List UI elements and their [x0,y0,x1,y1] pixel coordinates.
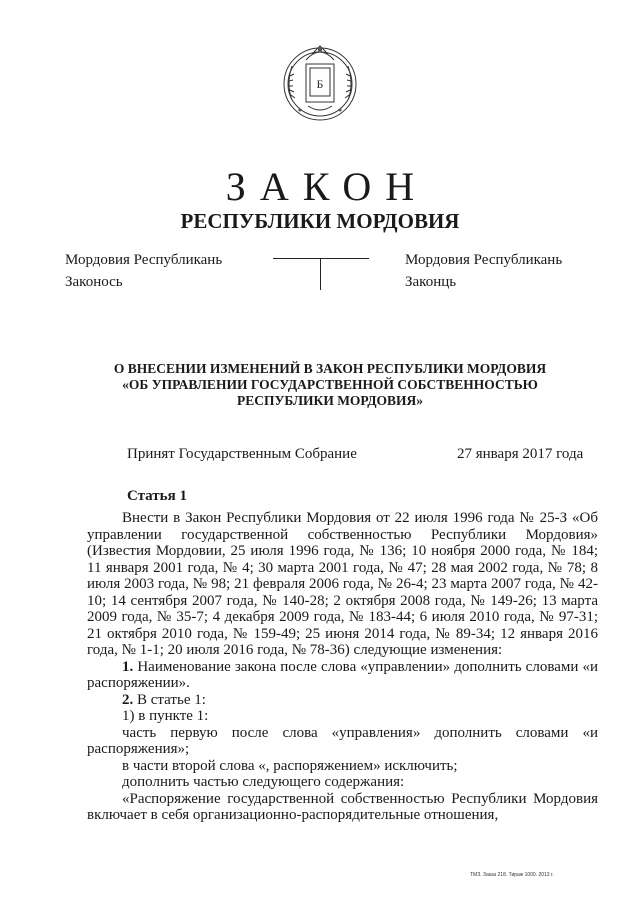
document-heading [80,361,580,409]
adopted-date: 27 января 2017 года [457,446,584,462]
article-body [87,510,598,824]
item-1-number: 1. [122,658,134,675]
header-right-line2: Законць [405,274,457,290]
header-left-line1: Мордовия Республикань [65,252,223,268]
document-heading-line3: РЕСПУБЛИКИ МОРДОВИЯ» [236,393,424,408]
emblem-letter: Б [316,77,324,91]
header-right-line1: Мордовия Республикань [405,252,563,268]
article-paragraph-b: в части второй слова «, распоряжением» исключить; [122,757,458,774]
article-paragraph-c: дополнить частью следующего содержания: [122,774,405,790]
republic-name: РЕСПУБЛИКИ МОРДОВИЯ [180,209,460,233]
article-quote: «Распоряжение государственной собственностью Республики Мордовия включает в себя организационно-распорядительные отношения, [87,790,598,823]
document-heading-line1: О ВНЕСЕНИИ ИЗМЕНЕНИЙ В ЗАКОН РЕСПУБЛИКИ МОРДОВИЯ [113,361,547,376]
header-left-line2: Законось [65,274,123,290]
adopted-by: Принят Государственным Собрание [127,446,357,462]
document-heading-line2: «ОБ УПРАВЛЕНИИ ГОСУДАРСТВЕННОЙ СОБСТВЕННОСТЬЮ [122,377,538,392]
article-paragraph-a: часть первую после слова «управления» дополнить словами «и распоряжения»; [87,724,598,757]
article-subitem-1: 1) в пункте 1: [122,708,209,724]
article-intro: Внести в Закон Республики Мордовия от 22 июля 1996 года № 25-З «Об управлении государственной собственностью Республики Мордовия» (Известия Мордовии, 25 июля 1996 года, № 136; 10 ноября 2000 года, № 184; 11 января 2001 года, № 4; 30 марта 2001 года, № 47; 28 мая 2002 года, № 78; 8 июля 2003 года, № 98; 21 февраля 2006 года, № 26-4; 23 марта 2007 года, № 42-10; 14 сентября 2007 года, № 140-28; 2 октября 2008 года, № 149-26; 13 марта 2009 года, № 35-7; 4 декабря 2009 года, № 183-44; 6 июля 2010 года, № 97-31; 21 октября 2010 года, № 159-49; 25 июня 2014 года, № 89-34; 12 января 2016 года, № 1-1; 20 июля 2016 года, № 78-36) следующие изменения: [87,510,598,658]
coat-of-arms-icon [278,40,362,124]
header-right [405,249,562,293]
header-divider-vertical [320,258,321,290]
item-2-text: В статье 1: [133,691,206,708]
item-2-number: 2. [122,691,134,708]
footer-print-note: ТМЗ. Заказ 218. Тираж 1000. 2013 г. [470,872,554,878]
header-divider-horizontal [273,258,369,259]
header-left [65,249,222,293]
article-item-2 [87,692,598,709]
article-title: Статья 1 [127,488,187,504]
law-title: ЗАКОН [225,164,429,209]
item-1-text: Наименование закона после слова «управлении» дополнить словами «и распоряжении». [87,658,598,691]
article-item-1 [87,659,598,692]
